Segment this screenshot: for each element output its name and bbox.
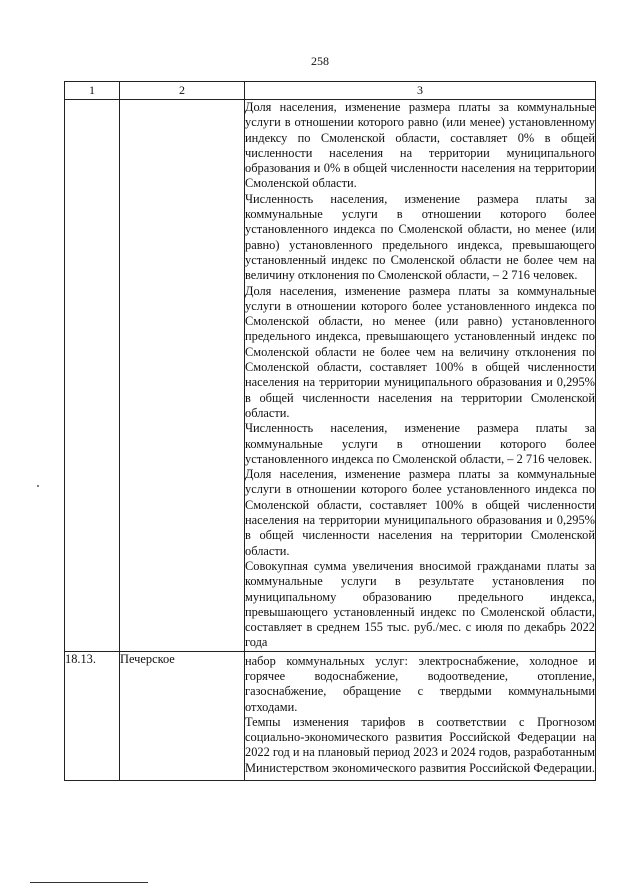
header-col-2: 2 [120,82,245,100]
paragraph: Доля населения, изменение размера платы за коммунальные услуги в отношении которого более установленного индекса по Смоленской области, но менее (или равно) установленного предельного индекса, превышающего установленный индекс по Смоленской области не более чем на величину отклонения по Смоленской области, составляет 100% в общей численности населения на территории муниципального образования и 0,295% в общей численности населения на территории Смоленской области. [245,283,595,420]
row-content-cell [245,100,596,652]
paragraph: Доля населения, изменение размера платы за коммунальные услуги в отношении которого равно (или менее) установленному индексу по Смоленской области, составляет 0% в общей численности населения на территории муниципального образования и 0% в общей численности населения на территории Смоленской области. [245,100,595,191]
paragraph: Темпы изменения тарифов в соответствии с Прогнозом социально-экономического развития Российской Федерации на 2022 год и на плановый период 2023 и 2024 годов, разработанным Министерством экономического развития Российской Федерации. [245,714,595,775]
table-row [65,100,596,652]
header-col-3: 3 [245,82,596,100]
row-name-cell [120,100,245,652]
paragraph: набор коммунальных услуг: электроснабжение, холодное и горячее водоснабжение, водоотведение, отопление, газоснабжение, обращение с твердыми коммунальными отходами. [245,653,595,714]
document-table [64,81,596,781]
row-name-cell: Печерское [120,651,245,780]
footnote-separator [30,882,148,883]
table-row [65,651,596,780]
paragraph: Доля населения, изменение размера платы за коммунальные услуги в отношении которого более установленного индекса по Смоленской области, составляет 100% в общей численности населения на территории муниципального образования и 0,295% в общей численности населения на территории Смоленской области. [245,467,595,558]
row-number-cell [65,100,120,652]
header-col-1: 1 [65,82,120,100]
paragraph: Численность населения, изменение размера платы за коммунальные услуги в отношении которого более установленного индекса по Смоленской области, – 2 716 человек. [245,421,595,466]
paragraph: Совокупная сумма увеличения вносимой гражданами платы за коммунальные услуги в результате установления по муниципальному образованию предельного индекса, превышающего установленный индекс по Смоленской области, составляет в среднем 155 тыс. руб./мес. с июля по декабрь 2022 года [245,558,595,650]
row-content-cell [245,651,596,780]
paragraph: Численность населения, изменение размера платы за коммунальные услуги в отношении которого более установленного индекса по Смоленской области, но менее (или равно) установленного предельного индекса, превышающего установленный индекс по Смоленской области не более чем на величину отклонения по Смоленской области, – 2 716 человек. [245,191,595,283]
row-number-cell: 18.13. [65,651,120,780]
scan-speck [37,485,39,487]
page-number: 258 [311,54,329,68]
table-header-row [65,82,596,100]
